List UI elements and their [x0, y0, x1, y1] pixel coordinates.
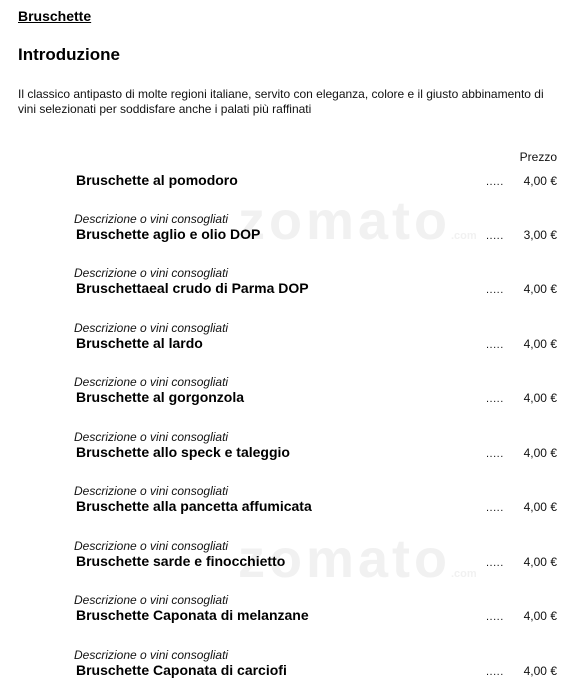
item-name: Bruschette al gorgonzola: [76, 389, 245, 405]
item-price: 4,00 €: [523, 337, 557, 351]
item-price: 4,00 €: [523, 555, 557, 569]
item-name: Bruschette sarde e finocchietto: [76, 553, 286, 569]
item-name: Bruschette al pomodoro: [76, 172, 238, 188]
item-leader-dots: .....: [486, 611, 504, 623]
item-leader-dots: .....: [486, 557, 504, 569]
item-description: Descrizione o vini consogliati: [74, 321, 229, 335]
item-description: Descrizione o vini consogliati: [74, 593, 229, 607]
item-name: Bruschette aglio e olio DOP: [76, 226, 261, 242]
item-description: Descrizione o vini consogliati: [74, 648, 229, 662]
item-description: Descrizione o vini consogliati: [74, 266, 229, 280]
item-price: 4,00 €: [523, 282, 557, 296]
item-leader-dots: .....: [486, 502, 504, 514]
item-description: Descrizione o vini consogliati: [74, 484, 229, 498]
item-name: Bruschette alla pancetta affumicata: [76, 498, 312, 514]
item-description: Descrizione o vini consogliati: [74, 539, 229, 553]
item-description: Descrizione o vini consogliati: [74, 212, 229, 226]
price-column-header: Prezzo: [519, 150, 557, 164]
item-price: 4,00 €: [523, 174, 557, 188]
item-price: 4,00 €: [523, 391, 557, 405]
item-name: Bruschette Caponata di melanzane: [76, 607, 309, 623]
item-price: 4,00 €: [523, 609, 557, 623]
item-leader-dots: .....: [486, 230, 504, 242]
item-name: Bruschette Caponata di carciofi: [76, 662, 287, 678]
item-price: 4,00 €: [523, 664, 557, 678]
intro-text: Il classico antipasto di molte regioni italiane, servito con eleganza, colore e il giusto abbinamento di vini selezionati per soddisfare anche i palati più raffinati: [18, 87, 544, 116]
item-price: 4,00 €: [523, 500, 557, 514]
item-description: Descrizione o vini consogliati: [74, 430, 229, 444]
watermark-suffix: .com: [451, 568, 477, 580]
item-leader-dots: .....: [486, 393, 504, 405]
item-price: 4,00 €: [523, 446, 557, 460]
item-price: 3,00 €: [523, 228, 557, 242]
item-name: Bruschettaeal crudo di Parma DOP: [76, 280, 309, 296]
item-leader-dots: .....: [486, 448, 504, 460]
watermark-text: zomato: [238, 191, 451, 251]
item-description: Descrizione o vini consogliati: [74, 375, 229, 389]
watermark-text: zomato: [238, 529, 451, 589]
item-leader-dots: .....: [486, 339, 504, 351]
watermark-suffix: .com: [451, 230, 477, 242]
item-leader-dots: .....: [486, 666, 504, 678]
item-leader-dots: .....: [486, 176, 504, 188]
item-leader-dots: .....: [486, 284, 504, 296]
section-title: Introduzione: [18, 45, 120, 64]
item-name: Bruschette allo speck e taleggio: [76, 444, 290, 460]
item-name: Bruschette al lardo: [76, 335, 203, 351]
section-link-bruschette[interactable]: Bruschette: [18, 8, 92, 24]
